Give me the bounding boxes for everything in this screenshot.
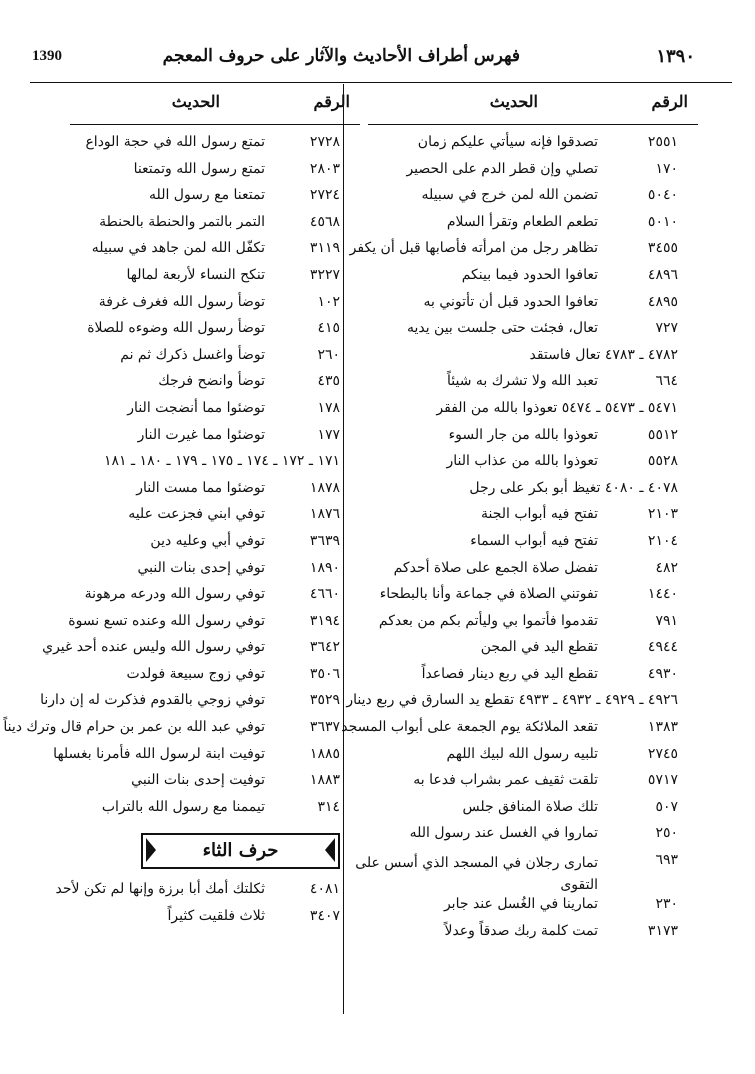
entry-text: ١٧١ ـ ١٧٢ ـ ١٧٤ ـ ١٧٥ ـ ١٧٩ ـ ١٨٠ ـ ١٨١ — [103, 453, 340, 470]
entry-number: ٢٧٤٥ — [647, 745, 678, 762]
entry-text: تعافوا الحدود فيما بينكم — [461, 266, 598, 283]
index-entry — [55, 343, 340, 370]
number-column-heading: الرقم — [313, 92, 350, 111]
entry-number: ٥٠٤٠ — [647, 187, 678, 204]
index-entry — [355, 848, 678, 894]
index-entry — [358, 742, 678, 769]
entry-text: تفتح فيه أبواب الجنة — [480, 506, 598, 523]
entry-text: تمارى رجلان في المسجد الذي أسس على التقوى — [355, 855, 598, 894]
entry-text: ٤٧٨٢ ـ ٤٧٨٣ تعال فاستقد — [529, 346, 678, 363]
entry-number: ٥٧١٧ — [647, 772, 678, 789]
entry-number: ٤٦٦٠ — [309, 586, 340, 603]
entry-text: توضأ واغسل ذكرك ثم نم — [120, 346, 265, 363]
index-entry — [358, 343, 678, 370]
entry-text: تلقت ثقيف عمر بشراب فدعا به — [413, 772, 598, 789]
index-entry — [55, 263, 340, 290]
index-entry — [358, 396, 678, 423]
index-entry — [358, 919, 678, 946]
left-column-header — [55, 84, 350, 130]
entry-text: تيممنا مع رسول الله بالتراب — [101, 798, 265, 815]
entry-number: ١٣٨٣ — [647, 719, 678, 736]
entry-text: ٤٩٢٦ ـ ٤٩٢٩ ـ ٤٩٣٢ ـ ٤٩٣٣ تقطع يد السارق في ربع دينار — [346, 692, 678, 709]
column-divider — [343, 84, 344, 1014]
entry-number: ٢٥٠ — [655, 825, 678, 842]
entry-text: تمت كلمة ربك صدقاً وعدلاً — [444, 922, 598, 939]
entry-text: تفوتني الصلاة في جماعة وأنا بالبطحاء — [379, 586, 598, 603]
index-entry — [55, 556, 340, 583]
index-entry — [42, 635, 340, 662]
index-entry — [358, 502, 678, 529]
entry-number: ٤٨٩٦ — [647, 266, 678, 283]
index-entry — [358, 369, 678, 396]
index-entry — [358, 556, 678, 583]
entry-number: ٧٢٧ — [655, 320, 678, 337]
entry-text: تمتعنا مع رسول الله — [149, 187, 265, 204]
entry-number: ٤٩٣٠ — [647, 665, 678, 682]
entry-text: توفي رسول الله وليس عنده أحد غيري — [42, 639, 265, 656]
index-entry — [358, 635, 678, 662]
entry-text: تمتع رسول الله وتمتعنا — [133, 160, 265, 177]
entry-text: توفي ابني فجزعت عليه — [128, 506, 265, 523]
index-entry — [55, 423, 340, 450]
entry-text: تمارينا في الغُسل عند جابر — [443, 896, 598, 913]
right-column-header — [358, 84, 688, 130]
page-number-latin: 1390 — [32, 48, 62, 64]
entry-text: تعبد الله ولا تشرك به شيئاً — [446, 373, 598, 390]
entry-text: تقطع اليد في ربع دينار فصاعداً — [421, 665, 598, 682]
index-entry — [358, 795, 678, 822]
entry-number: ٢٣٠ — [655, 896, 678, 913]
page-title: فهرس أطراف الأحاديث والآثار على حروف المعجم — [162, 46, 520, 66]
entry-number: ٤٩٤٤ — [647, 639, 678, 656]
index-entry — [55, 369, 340, 396]
number-column-heading: الرقم — [651, 92, 688, 111]
entry-number: ٥٠١٠ — [647, 213, 678, 230]
entry-number: ٣٦٣٧ — [309, 719, 340, 736]
entry-number: ٢١٠٣ — [647, 506, 678, 523]
index-entry — [55, 476, 340, 503]
index-entry — [358, 609, 678, 636]
entry-text: تصدقوا فإنه سيأتي عليكم زمان — [417, 134, 598, 150]
index-entry — [55, 130, 340, 157]
entry-text: تمتع رسول الله في حجة الوداع — [85, 134, 265, 150]
entry-number: ٢٧٢٨ — [309, 134, 340, 150]
column-header-underline — [368, 124, 698, 125]
entry-number: ٦٩٣ — [655, 852, 678, 869]
entry-text: ٥٤٧١ ـ ٥٤٧٣ ـ ٥٤٧٤ تعوذوا بالله من الفقر — [436, 399, 678, 416]
entry-text: تضمن الله لمن خرج في سبيله — [421, 187, 598, 204]
entry-text: توضأ وانضح فرجك — [158, 373, 265, 390]
index-entry — [358, 183, 678, 210]
index-entry — [55, 582, 340, 609]
entry-text: تنكح النساء لأربعة لمالها — [126, 266, 265, 283]
index-entry — [358, 316, 678, 343]
entry-text: تطعم الطعام وتقرأ السلام — [446, 213, 598, 230]
entry-number: ١٧٨ — [317, 399, 340, 416]
header-divider — [30, 82, 732, 83]
entry-text: تلك صلاة المنافق جلس — [462, 798, 598, 815]
entry-text: توضأ رسول الله وضوءه للصلاة — [87, 320, 265, 337]
entry-number: ١٧٠ — [655, 160, 678, 177]
entry-number: ٤٨٢ — [655, 559, 678, 576]
index-entry — [55, 502, 340, 529]
page-number-arabic: ١٣٩٠ — [656, 46, 695, 67]
index-entry — [358, 290, 678, 317]
index-entry — [55, 742, 340, 769]
entry-text: توفي زوج سبيعة فولدت — [126, 665, 265, 682]
index-entry — [55, 877, 340, 904]
index-entry — [55, 529, 340, 556]
entry-number: ٢١٠٤ — [647, 532, 678, 549]
index-entry — [358, 582, 678, 609]
entry-text: توضئوا مما مست النار — [136, 479, 265, 496]
entry-number: ٣٤٠٧ — [309, 908, 340, 925]
entry-number: ٤٥٦٨ — [309, 213, 340, 230]
index-entry — [358, 768, 678, 795]
entry-text: تعوذوا بالله من عذاب النار — [446, 453, 598, 470]
index-entry — [55, 183, 340, 210]
index-entry — [358, 130, 678, 157]
entry-number: ٢٦٠ — [317, 346, 340, 363]
column-header-underline — [70, 124, 360, 125]
hadith-column-heading: الحديث — [171, 92, 220, 111]
entry-text: تعافوا الحدود قبل أن تأتوني به — [423, 293, 598, 310]
entry-text: تلبيه رسول الله لبيك اللهم — [446, 745, 598, 762]
entry-number: ١٨٧٦ — [309, 506, 340, 523]
index-entry — [358, 263, 678, 290]
entry-number: ٢٥٥١ — [647, 134, 678, 150]
index-entry — [358, 892, 678, 919]
entry-text: تكفّل الله لمن جاهد في سبيله — [91, 240, 265, 257]
entry-number: ٢٨٠٣ — [309, 160, 340, 177]
entry-text: ثلاث فلقيت كثيراً — [167, 908, 265, 925]
entry-text: ٤٠٧٨ ـ ٤٠٨٠ تغيظ أبو بكر على رجل — [469, 479, 678, 496]
entry-number: ٤٣٥ — [317, 373, 340, 390]
entry-text: توفي رسول الله ودرعه مرهونة — [84, 586, 265, 603]
entry-number: ٣٥٢٩ — [309, 692, 340, 709]
entry-text: تفتح فيه أبواب السماء — [470, 532, 598, 549]
section-banner: حرف الثاء — [141, 833, 340, 869]
index-entry — [55, 236, 340, 263]
entry-number: ٣١٩٤ — [309, 612, 340, 629]
entry-text: توضأ رسول الله فغرف غرفة — [98, 293, 265, 310]
entry-number: ١٨٩٠ — [309, 559, 340, 576]
entry-text: تعال، فجئت حتى جلست بين يديه — [406, 320, 598, 337]
entry-text: توفي أبي وعليه دين — [150, 532, 265, 549]
entry-number: ٣٦٤٢ — [309, 639, 340, 656]
index-entry — [358, 529, 678, 556]
entry-text: توفي زوجي بالقدوم فذكرت له إن دارنا — [40, 692, 265, 709]
entry-text: توفيت إحدى بنات النبي — [131, 772, 265, 789]
entry-number: ٦٦٤ — [655, 373, 678, 390]
index-entry — [55, 157, 340, 184]
entry-number: ١٨٧٨ — [309, 479, 340, 496]
index-entry — [3, 715, 340, 742]
index-entry — [55, 290, 340, 317]
entry-text: توضئوا مما غيرت النار — [137, 426, 265, 443]
hadith-column-heading: الحديث — [489, 92, 538, 111]
entry-text: تقدموا فأتموا بي وليأتم بكم من بعدكم — [378, 612, 598, 629]
entry-text: تقعد الملائكة يوم الجمعة على أبواب المسجد — [341, 719, 598, 736]
entry-text: توفي إحدى بنات النبي — [137, 559, 265, 576]
index-entry — [349, 236, 678, 263]
entry-number: ٤٨٩٥ — [647, 293, 678, 310]
entry-text: تفضل صلاة الجمع على صلاة أحدكم — [393, 559, 598, 576]
index-entry — [40, 688, 340, 715]
entry-number: ٥٥١٢ — [647, 426, 678, 443]
entry-number: ٣٥٠٦ — [309, 665, 340, 682]
entry-text: توفي رسول الله وعنده تسع نسوة — [68, 612, 265, 629]
entry-text: تعوذوا بالله من جار السوء — [448, 426, 598, 443]
left-entries — [3, 130, 340, 821]
index-entry — [341, 715, 678, 742]
index-entry — [55, 316, 340, 343]
entry-number: ٧٩١ — [655, 612, 678, 629]
entry-number: ١٤٤٠ — [647, 586, 678, 603]
right-entries — [341, 130, 678, 945]
left-entries-after-banner — [55, 877, 340, 930]
entry-number: ٥٥٢٨ — [647, 453, 678, 470]
index-entry — [358, 476, 678, 503]
entry-number: ٣١٧٣ — [647, 922, 678, 939]
index-entry — [55, 904, 340, 931]
entry-text: تقطع اليد في المجن — [480, 639, 598, 656]
index-entry — [346, 688, 678, 715]
entry-number: ٣٦٣٩ — [309, 532, 340, 549]
entry-number: ٥٠٧ — [655, 798, 678, 815]
index-entry — [358, 210, 678, 237]
index-entry — [55, 768, 340, 795]
entry-text: توفيت ابنة لرسول الله فأمرنا بغسلها — [53, 745, 265, 762]
index-entry — [358, 662, 678, 689]
index-entry — [55, 609, 340, 636]
index-entry — [358, 449, 678, 476]
entry-number: ٤١٥ — [317, 320, 340, 337]
entry-text: تماروا في الغسل عند رسول الله — [409, 825, 598, 842]
entry-number: ٣٤٥٥ — [647, 240, 678, 257]
entry-text: تظاهر رجل من امرأته فأصابها قبل أن يكفر — [349, 240, 598, 257]
entry-text: توفي عبد الله بن عمر بن حرام قال وترك ديناً — [3, 719, 265, 736]
index-entry — [55, 795, 340, 822]
entry-number: ١٨٨٣ — [309, 772, 340, 789]
entry-number: ٣٢٢٧ — [309, 266, 340, 283]
entry-text: ثكلتك أمك أبا برزة وإنها لم تكن لأحد — [55, 881, 265, 898]
page-header — [0, 40, 755, 80]
index-entry — [55, 210, 340, 237]
entry-text: تصلي وإن قطر الدم على الحصير — [406, 160, 598, 177]
entry-number: ١٨٨٥ — [309, 745, 340, 762]
entry-number: ٣١١٩ — [309, 240, 340, 257]
entry-number: ٤٠٨١ — [309, 881, 340, 898]
index-entry — [358, 423, 678, 450]
index-entry — [358, 821, 678, 848]
index-entry — [358, 157, 678, 184]
index-entry — [55, 662, 340, 689]
left-column — [3, 84, 350, 931]
entry-number: ٣١٤ — [317, 798, 340, 815]
entry-text: توضئوا مما أنضجت النار — [127, 399, 265, 416]
right-column — [341, 84, 688, 945]
entry-text: التمر بالتمر والحنطة بالحنطة — [99, 213, 265, 230]
entry-number: ٢٧٢٤ — [309, 187, 340, 204]
index-entry — [55, 449, 340, 476]
entry-number: ١٧٧ — [317, 426, 340, 443]
index-entry — [55, 396, 340, 423]
entry-number: ١٠٢ — [317, 293, 340, 310]
